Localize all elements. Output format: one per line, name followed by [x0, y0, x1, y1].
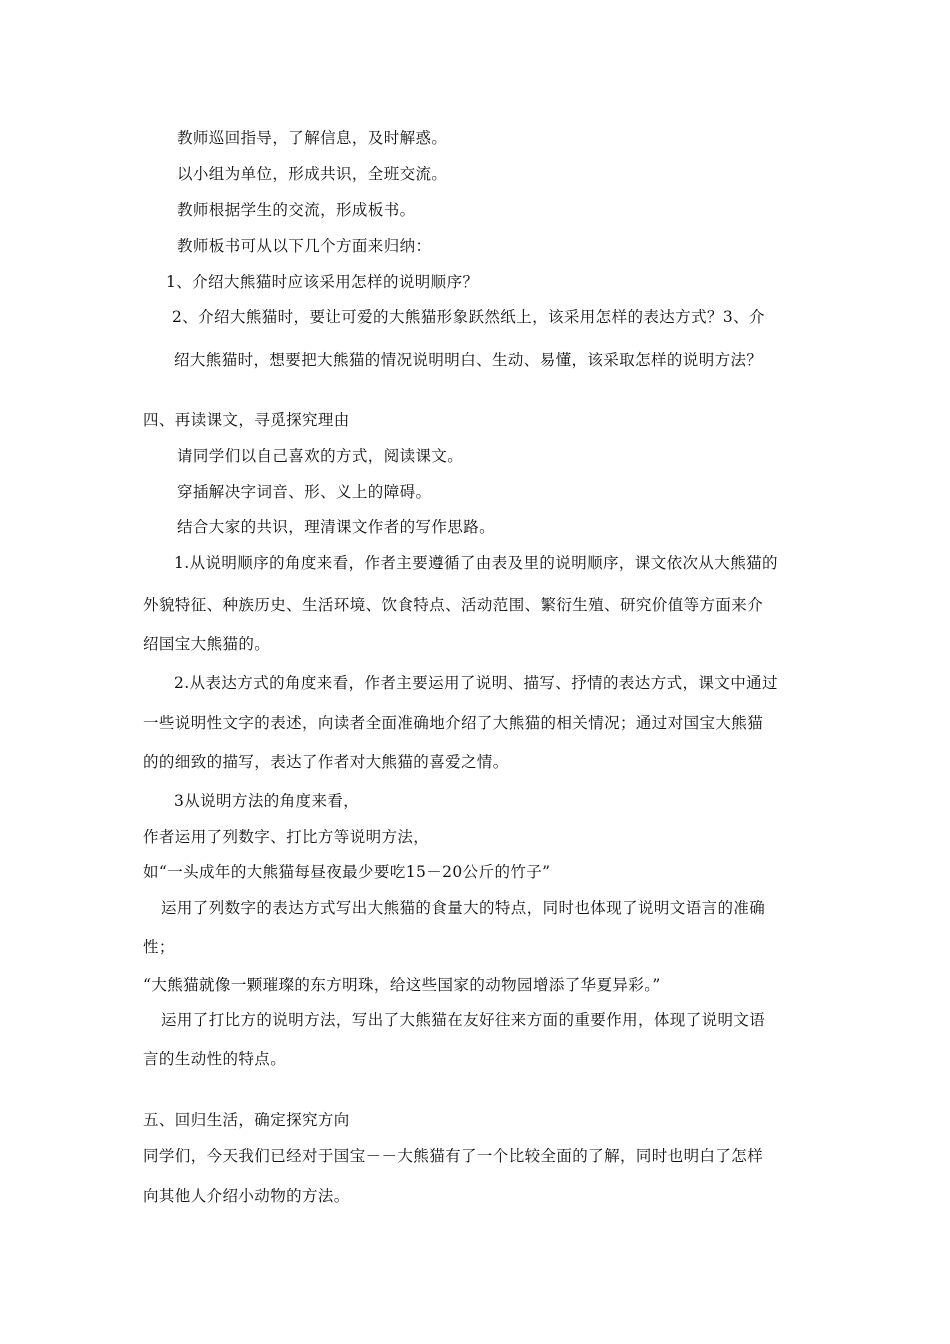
- paragraph: 教师巡回指导，了解信息，及时解惑。: [177, 129, 448, 147]
- point-1-line-2: 外貌特征、种族历史、生活环境、饮食特点、活动范围、繁衍生殖、研究价值等方面来介: [143, 596, 764, 614]
- paragraph: 请同学们以自己喜欢的方式，阅读课文。: [177, 447, 464, 465]
- paragraph: 教师根据学生的交流，形成板书。: [177, 201, 416, 219]
- question-2-line-2: 绍大熊猫时，想要把大熊猫的情况说明明白、生动、易懂，该采取怎样的说明方法？: [174, 351, 763, 369]
- paragraph: 以小组为单位，形成共识，全班交流。: [177, 165, 448, 183]
- point-2-line-1: 2.从表达方式的角度来看，作者主要运用了说明、描写、抒情的表达方式，课文中通过: [174, 674, 778, 692]
- paragraph: 结合大家的共识，理清课文作者的写作思路。: [177, 518, 496, 536]
- paragraph: 教师板书可从以下几个方面来归纳：: [177, 237, 432, 255]
- point-3-line-1: 3从说明方法的角度来看，: [174, 792, 360, 810]
- question-1: 1、介绍大熊猫时应该采用怎样的说明顺序？: [166, 273, 479, 291]
- point-3-line-2: 作者运用了列数字、打比方等说明方法，: [143, 828, 430, 846]
- point-3-line-6: “大熊猫就像一颗璀璨的东方明珠，给这些国家的动物园增添了华夏异彩。”: [143, 976, 661, 994]
- point-1-line-1: 1.从说明顺序的角度来看，作者主要遵循了由表及里的说明顺序，课文依次从大熊猫的: [174, 554, 778, 572]
- closing-line-1: 同学们，今天我们已经对于国宝－－大熊猫有了一个比较全面的了解，同时也明白了怎样: [143, 1147, 764, 1165]
- point-3-line-7: 运用了打比方的说明方法，写出了大熊猫在友好往来方面的重要作用，体现了说明文语: [161, 1011, 766, 1029]
- section-heading-5: 五、回归生活，确定探究方向: [143, 1111, 350, 1129]
- point-2-line-3: 的的细致的描写，表达了作者对大熊猫的喜爱之情。: [143, 753, 509, 771]
- point-1-line-3: 绍国宝大熊猫的。: [143, 635, 271, 653]
- paragraph: 穿插解决字词音、形、义上的障碍。: [177, 483, 432, 501]
- section-heading-4: 四、再读课文，寻觅探究理由: [143, 411, 350, 429]
- point-3-line-3: 如“一头成年的大熊猫每昼夜最少要吃15－20公斤的竹子”: [143, 863, 551, 881]
- closing-line-2: 向其他人介绍小动物的方法。: [143, 1187, 350, 1205]
- point-3-line-5: 性；: [143, 938, 175, 956]
- point-2-line-2: 一些说明性文字的表述，向读者全面准确地介绍了大熊猫的相关情况；通过对国宝大熊猫: [143, 714, 764, 732]
- point-3-line-4: 运用了列数字的表达方式写出大熊猫的食量大的特点，同时也体现了说明文语言的准确: [161, 899, 766, 917]
- question-2-line-1: 2、介绍大熊猫时，要让可爱的大熊猫形象跃然纸上，该采用怎样的表达方式？3、介: [172, 308, 765, 326]
- point-3-line-8: 言的生动性的特点。: [143, 1050, 287, 1068]
